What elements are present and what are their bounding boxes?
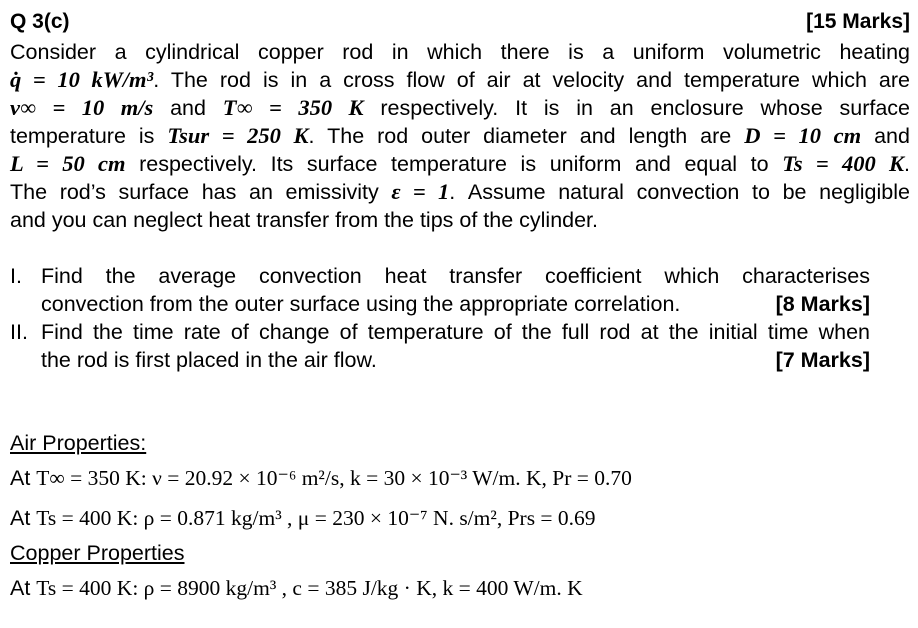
problem-line <box>10 150 910 178</box>
air-properties-math: T∞ = 350 K: ν = 20.92 × 10⁻⁶ m²/s, k = 30 × 10⁻³ W/m. K, Pr = 0.70 <box>36 466 632 490</box>
sub-question-line <box>41 290 870 318</box>
problem-text: and <box>153 96 223 120</box>
velocity-math: v∞ = 10 m/s <box>10 95 154 120</box>
sub-question-text: convection from the outer surface using the appropriate correlation. <box>41 292 681 316</box>
copper-properties-math: Ts = 400 K: ρ = 8900 kg/m³ , c = 385 J/kg · K, k = 400 W/m. K <box>36 576 583 600</box>
problem-line <box>10 206 910 234</box>
problem-text: . <box>904 152 911 176</box>
problem-line <box>10 178 910 206</box>
problem-statement <box>10 38 910 234</box>
air-properties-heading: Air Properties: <box>10 431 147 455</box>
sub-question <box>10 318 870 374</box>
question-label: Q 3(c) <box>10 10 70 33</box>
heating-rate-math: q̇ = 10 kW/m³ <box>10 67 154 92</box>
problem-text: . The rod is in a cross flow of air at velocity and temperature which are <box>153 68 910 92</box>
sub-question-text: the rod is first placed in the air flow. <box>41 348 377 372</box>
problem-text: respectively. It is in an enclosure whose surface <box>363 96 910 120</box>
problem-text: Consider a cylindrical copper rod in which there is a uniform volumetric heating <box>10 40 910 64</box>
question-header <box>10 10 910 38</box>
problem-text: . The rod outer diameter and length are <box>308 124 745 148</box>
sub-question-number: II. <box>10 320 28 344</box>
air-properties-row <box>10 458 910 498</box>
surface-temperature-math: Ts = 400 K <box>782 151 905 176</box>
air-properties-math: Ts = 400 K: ρ = 0.871 kg/m³ , μ = 230 × 10⁻⁷ N. s/m², Prs = 0.69 <box>36 506 596 530</box>
air-temperature-math: T∞ = 350 K <box>222 95 364 120</box>
row-label: At <box>10 466 37 490</box>
sub-question <box>10 262 870 318</box>
emissivity-math: ε = 1 <box>391 179 450 204</box>
problem-text: . Assume natural convection to be negligible <box>449 180 910 204</box>
sub-question-line <box>41 346 870 374</box>
problem-line <box>10 66 910 94</box>
row-label: At <box>10 506 37 530</box>
sub-question-line <box>41 318 870 346</box>
problem-text: respectively. Its surface temperature is uniform and equal to <box>125 152 783 176</box>
copper-properties-row <box>10 568 910 608</box>
properties-section <box>10 428 910 608</box>
problem-line <box>10 38 910 66</box>
problem-text: temperature is <box>10 124 168 148</box>
problem-line <box>10 94 910 122</box>
problem-text: The rod’s surface has an emissivity <box>10 180 392 204</box>
total-marks: [15 Marks] <box>806 10 910 33</box>
sub-question-marks: [8 Marks] <box>775 292 870 316</box>
sub-question-number: I. <box>10 264 22 288</box>
copper-properties-heading: Copper Properties <box>10 541 185 565</box>
sub-question-text: Find the average convection heat transfer coefficient which characterises <box>41 264 870 288</box>
sub-questions <box>10 262 870 374</box>
length-math: L = 50 cm <box>10 151 126 176</box>
sub-question-marks: [7 Marks] <box>775 348 870 372</box>
sub-question-text: Find the time rate of change of temperature of the full rod at the initial time when <box>41 320 870 344</box>
surroundings-temperature-math: Tsur = 250 K <box>167 123 309 148</box>
row-label: At <box>10 576 37 600</box>
sub-question-line <box>41 262 870 290</box>
diameter-math: D = 10 cm <box>744 123 862 148</box>
problem-text: and <box>861 124 910 148</box>
problem-line <box>10 122 910 150</box>
problem-text: and you can neglect heat transfer from the tips of the cylinder. <box>10 208 599 232</box>
air-properties-row <box>10 498 910 538</box>
